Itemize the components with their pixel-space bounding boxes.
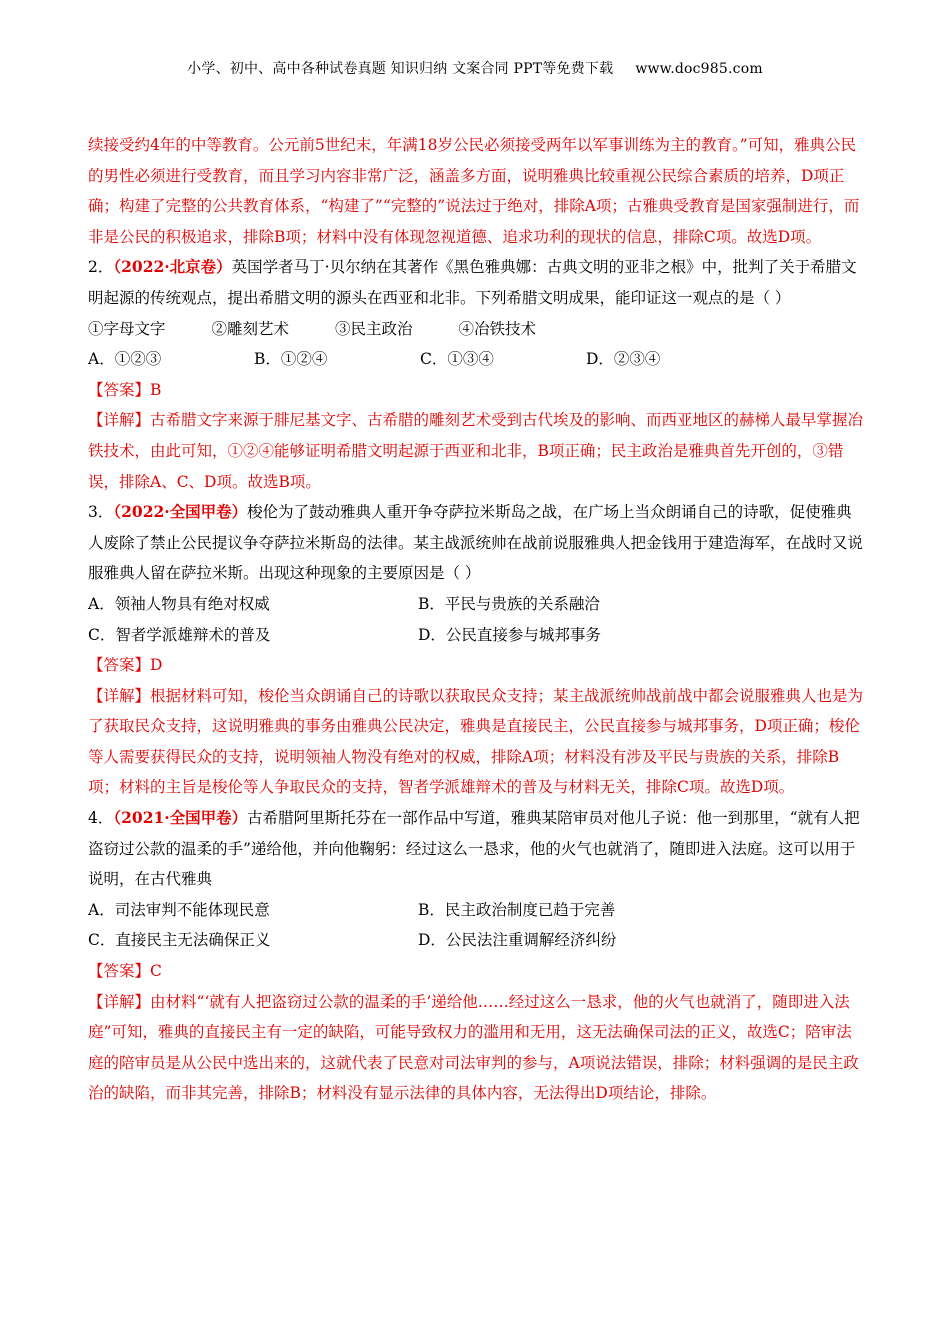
- answer-label: 【答案】: [88, 656, 151, 675]
- question-stem: 英国学者马丁·贝尔纳在其著作《黑色雅典娜：古典文明的亚非之根》中，批判了关于希腊文明起源的传统观点，提出希腊文明的源头在西亚和北非。下列希腊文明成果，能印证这一观点的是（ ）: [88, 258, 857, 307]
- explanation-text: 古希腊文字来源于腓尼基文字、古希腊的雕刻艺术受到古代埃及的影响、而西亚地区的赫梯人最早掌握冶铁技术，由此可知，①②④能够证明希腊文明起源于西亚和北非，B项正确；民主政治是雅典首先开创的，③错误，排除A、C、D项。故选B项。: [88, 411, 864, 491]
- option-row: [88, 925, 864, 956]
- answer-line: [88, 375, 864, 406]
- answer-value: D: [150, 656, 163, 675]
- question-number: 3．: [88, 503, 114, 522]
- answer-line: [88, 650, 864, 681]
- question-source: （2021·全国甲卷）: [113, 808, 248, 828]
- page-header: [0, 58, 950, 78]
- question-stem: 古希腊阿里斯托芬在一部作品中写道，雅典某陪审员对他儿子说：他一到那里，“就有人把盗窃过公款的温柔的手”递给他，并向他鞠躬：经过这么一恳求，他的火气也就消了，随即进入法庭。这可以用于说明，在古代雅典: [88, 809, 860, 889]
- question-source: （2022·全国甲卷）: [113, 502, 248, 522]
- question-2: [88, 252, 864, 497]
- option-b: B．平民与贵族的关系融洽: [418, 594, 600, 613]
- document-body: [88, 130, 864, 1109]
- header-text: 小学、初中、高中各种试卷真题 知识归纳 文案合同 PPT等免费下载: [187, 61, 614, 77]
- question-stem: 梭伦为了鼓动雅典人重开争夺萨拉米斯岛之战，在广场上当众朗诵自己的诗歌，促使雅典人废除了禁止公民提议争夺萨拉米斯岛的法律。某主战派统帅在战前说服雅典人把金钱用于建造海军，在战时又说服雅典人留在萨拉米斯。出现这种现象的主要原因是（ ）: [88, 503, 864, 583]
- statement-list: [88, 314, 864, 345]
- answer-label: 【答案】: [88, 962, 151, 981]
- option-row: [88, 589, 864, 620]
- option-a: A．①②③: [88, 350, 162, 369]
- statement-item: ③民主政治: [335, 319, 413, 338]
- option-d: D．②③④: [586, 350, 661, 369]
- top-explanation: 续接受约4年的中等教育。公元前5世纪末，年满18岁公民必须接受两年以军事训练为主的教育。”可知，雅典公民的男性必须进行受教育，而且学习内容非常广泛，涵盖多方面，说明雅典比较重视公民综合素质的培养，D项正确；构建了完整的公共教育体系，“构建了”“完整的”说法过于绝对，排除A项；古雅典受教育是国家强制进行，而非是公民的积极追求，排除B项；材料中没有体现忽视道德、追求功利的现状的信息，排除C项。故选D项。: [88, 136, 860, 246]
- statement-item: ④冶铁技术: [458, 319, 537, 338]
- option-b: B．民主政治制度已趋于完善: [418, 900, 616, 919]
- question-number: 4．: [88, 809, 114, 828]
- explanation-text: 由材料“‘就有人把盗窃过公款的温柔的手’递给他……经过这么一恳求，他的火气也就消了，随即进入法庭”可知，雅典的直接民主有一定的缺陷，可能导致权力的滥用和无用，这无法确保司法的正义，故选C；陪审法庭的陪审员是从公民中选出来的，这就代表了民意对司法审判的参与，A项说法错误，排除；材料强调的是民主政治的缺陷，而非其完善，排除B；材料没有显示法律的具体内容，无法得出D项结论，排除。: [88, 992, 859, 1103]
- explanation-text: 根据材料可知，梭伦当众朗诵自己的诗歌以获取民众支持；某主战派统帅战前战中都会说服雅典人也是为了获取民众支持，这说明雅典的事务由雅典公民决定，雅典是直接民主，公民直接参与城邦事务，D项正确；梭伦等人需要获得民众的支持，说明领袖人物没有绝对的权威，排除A项；材料没有涉及平民与贵族的关系，排除B项；材料的主旨是梭伦等人争取民众的支持，智者学派雄辩术的普及与材料无关，排除C项。故选D项。: [88, 686, 864, 797]
- option-a: A．领袖人物具有绝对权威: [88, 594, 270, 613]
- option-b: B．①②④: [254, 350, 328, 369]
- explanation-label: 【详解】: [88, 686, 151, 705]
- header-site-link[interactable]: www.doc985.com: [635, 61, 763, 77]
- answer-value: C: [150, 962, 162, 981]
- option-a: A．司法审判不能体现民意: [88, 900, 270, 919]
- question-4: [88, 803, 864, 1109]
- question-number: 2．: [88, 258, 114, 277]
- option-c: C．智者学派雄辩术的普及: [88, 625, 271, 644]
- question-source: （2022·北京卷）: [113, 257, 232, 277]
- option-d: D．公民直接参与城邦事务: [418, 625, 601, 644]
- option-row: [88, 895, 864, 926]
- answer-label: 【答案】: [88, 380, 151, 399]
- statement-item: ①字母文字: [88, 319, 166, 338]
- option-c: C．直接民主无法确保正义: [88, 931, 271, 950]
- option-c: C．①③④: [420, 350, 494, 369]
- answer-value: B: [150, 380, 162, 399]
- explanation: [88, 681, 864, 803]
- option-row: [88, 344, 864, 375]
- answer-line: [88, 956, 864, 987]
- explanation: [88, 987, 864, 1109]
- explanation: [88, 405, 864, 497]
- option-row: [88, 620, 864, 651]
- statement-item: ②雕刻艺术: [211, 319, 290, 338]
- question-3: [88, 497, 864, 803]
- option-d: D．公民法注重调解经济纠纷: [418, 931, 617, 950]
- explanation-label: 【详解】: [88, 411, 151, 430]
- explanation-label: 【详解】: [88, 992, 151, 1011]
